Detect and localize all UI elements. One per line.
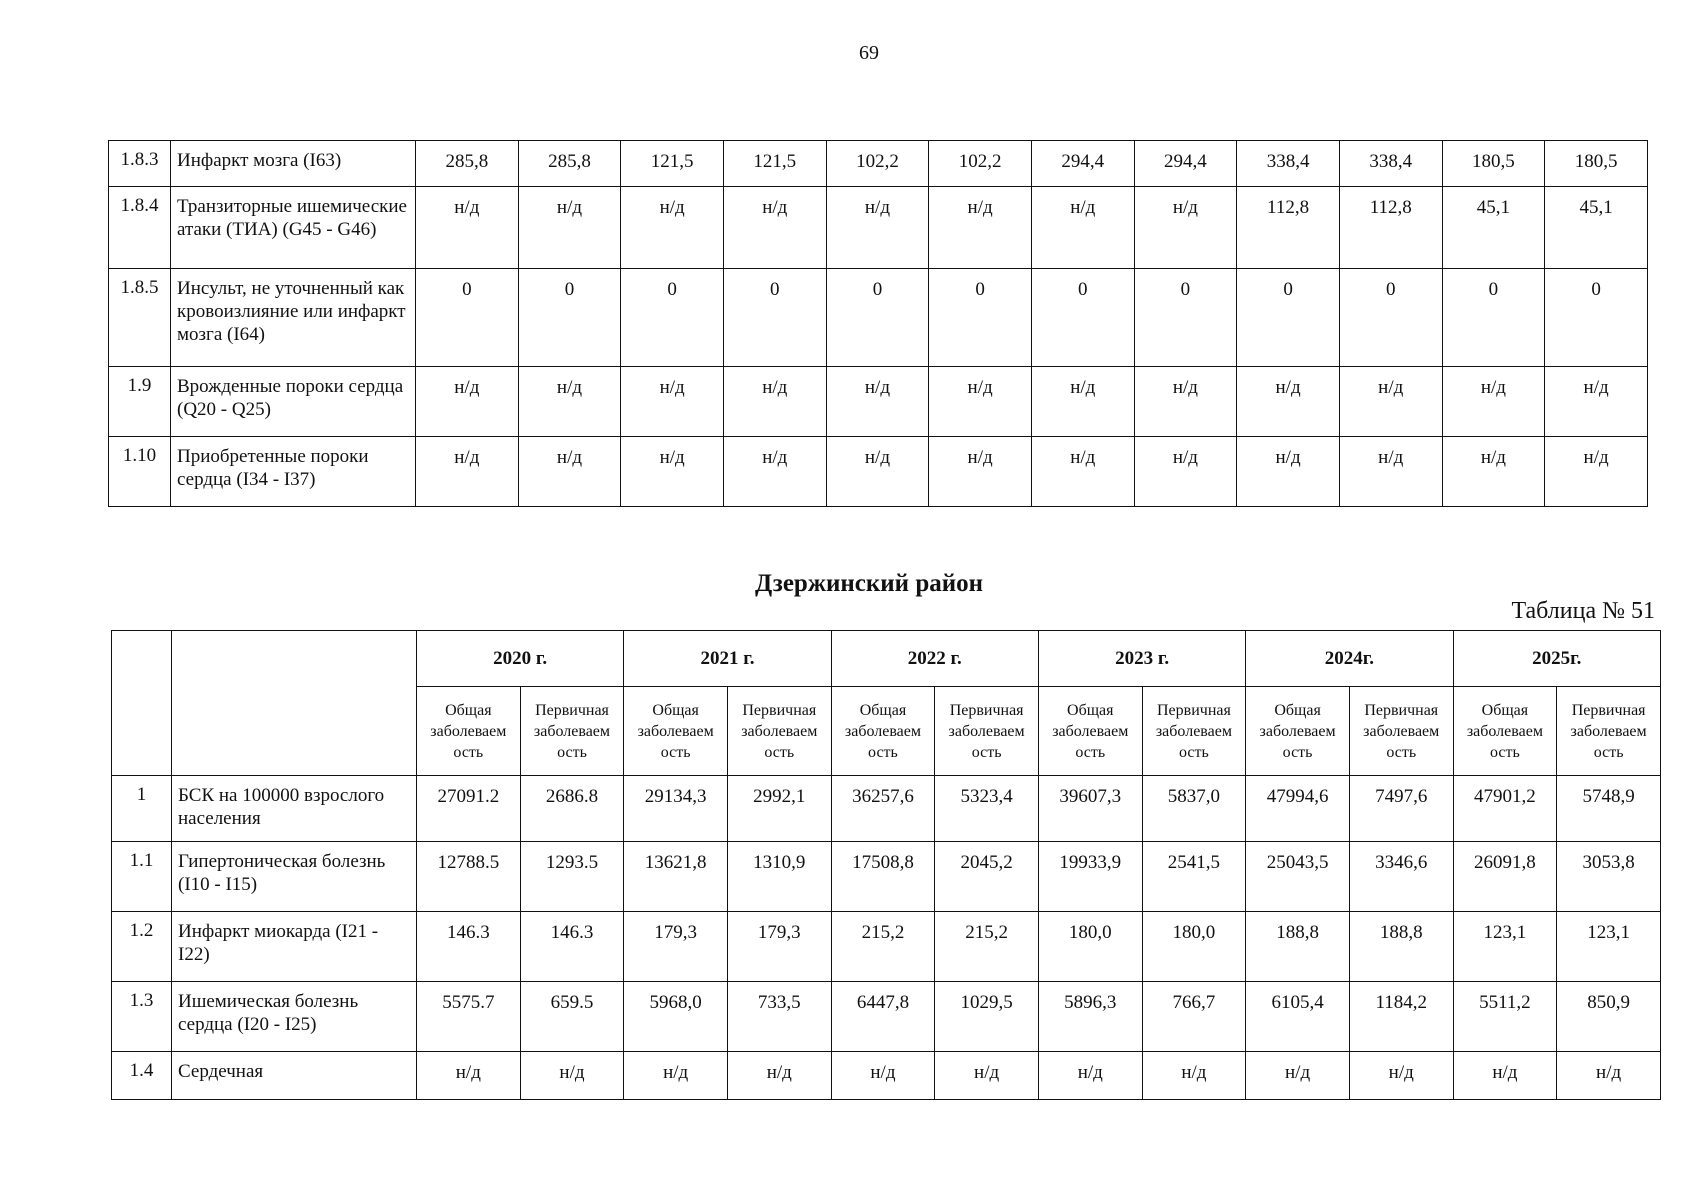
value-cell: н/д — [416, 437, 519, 507]
value-cell: 47901,2 — [1453, 776, 1557, 842]
value-cell: 26091,8 — [1453, 842, 1557, 912]
row-number: 1.2 — [112, 912, 172, 982]
value-cell: 188,8 — [1349, 912, 1453, 982]
value-cell: 0 — [1237, 269, 1340, 367]
value-cell: н/д — [935, 1052, 1039, 1100]
value-cell: 285,8 — [416, 141, 519, 187]
value-cell: н/д — [727, 1052, 831, 1100]
value-cell: 45,1 — [1545, 187, 1648, 269]
value-cell: 733,5 — [727, 982, 831, 1052]
value-cell: 850,9 — [1557, 982, 1661, 1052]
value-cell: 47994,6 — [1246, 776, 1350, 842]
table-row — [112, 842, 1661, 912]
value-cell: н/д — [1545, 437, 1648, 507]
row-number: 1.8.3 — [109, 141, 171, 187]
year-header: 2024г. — [1246, 631, 1453, 687]
value-cell: 112,8 — [1237, 187, 1340, 269]
value-cell: н/д — [929, 367, 1032, 437]
value-cell: н/д — [1134, 437, 1237, 507]
value-cell: н/д — [416, 367, 519, 437]
value-cell: 121,5 — [621, 141, 724, 187]
value-cell: 188,8 — [1246, 912, 1350, 982]
row-name: Инфаркт миокарда (I21 - I22) — [172, 912, 417, 982]
value-cell: н/д — [1545, 367, 1648, 437]
value-cell: 123,1 — [1557, 912, 1661, 982]
primary-incidence-header: Первичная заболеваем ость — [1349, 687, 1453, 776]
value-cell: 659.5 — [520, 982, 624, 1052]
value-cell: 5323,4 — [935, 776, 1039, 842]
value-cell: н/д — [621, 437, 724, 507]
value-cell: 5748,9 — [1557, 776, 1661, 842]
value-cell: 1029,5 — [935, 982, 1039, 1052]
year-header: 2022 г. — [831, 631, 1038, 687]
value-cell: н/д — [624, 1052, 728, 1100]
value-cell: 146.3 — [417, 912, 521, 982]
value-cell: 179,3 — [624, 912, 728, 982]
value-cell: н/д — [831, 1052, 935, 1100]
value-cell: н/д — [929, 437, 1032, 507]
primary-incidence-header: Первичная заболеваем ость — [1557, 687, 1661, 776]
value-cell: н/д — [1038, 1052, 1142, 1100]
corner-cell — [112, 631, 172, 776]
value-cell: 5575.7 — [417, 982, 521, 1052]
table-row — [112, 776, 1661, 842]
primary-incidence-header: Первичная заболеваем ость — [935, 687, 1039, 776]
value-cell: 180,0 — [1142, 912, 1246, 982]
value-cell: 338,4 — [1339, 141, 1442, 187]
table-row — [112, 912, 1661, 982]
value-cell: 45,1 — [1442, 187, 1545, 269]
value-cell: 0 — [1442, 269, 1545, 367]
value-cell: н/д — [518, 437, 621, 507]
value-cell: н/д — [1237, 367, 1340, 437]
row-number: 1.10 — [109, 437, 171, 507]
value-cell: 36257,6 — [831, 776, 935, 842]
row-number: 1.8.5 — [109, 269, 171, 367]
table-row — [109, 141, 1648, 187]
value-cell: н/д — [1031, 187, 1134, 269]
table-row — [109, 187, 1648, 269]
value-cell: 0 — [518, 269, 621, 367]
table-row — [112, 1052, 1661, 1100]
value-cell: н/д — [1339, 367, 1442, 437]
row-number: 1 — [112, 776, 172, 842]
general-incidence-header: Общая заболеваем ость — [1453, 687, 1557, 776]
value-cell: 215,2 — [935, 912, 1039, 982]
value-cell: 17508,8 — [831, 842, 935, 912]
table-row — [112, 982, 1661, 1052]
year-header: 2023 г. — [1038, 631, 1245, 687]
value-cell: 123,1 — [1453, 912, 1557, 982]
value-cell: 5896,3 — [1038, 982, 1142, 1052]
value-cell: 1293.5 — [520, 842, 624, 912]
value-cell: 112,8 — [1339, 187, 1442, 269]
value-cell: н/д — [826, 437, 929, 507]
value-cell: н/д — [1339, 437, 1442, 507]
value-cell: н/д — [417, 1052, 521, 1100]
general-incidence-header: Общая заболеваем ость — [1246, 687, 1350, 776]
row-name: БСК на 100000 взрослого населения — [172, 776, 417, 842]
value-cell: 215,2 — [831, 912, 935, 982]
section-title: Дзержинский район — [754, 570, 984, 597]
value-cell: 180,5 — [1545, 141, 1648, 187]
value-cell: н/д — [723, 367, 826, 437]
value-cell: н/д — [518, 187, 621, 269]
row-number: 1.3 — [112, 982, 172, 1052]
indicator-header-cell — [172, 631, 417, 776]
value-cell: н/д — [1557, 1052, 1661, 1100]
value-cell: 5837,0 — [1142, 776, 1246, 842]
table-row — [109, 269, 1648, 367]
row-number: 1.4 — [112, 1052, 172, 1100]
value-cell: 180,0 — [1038, 912, 1142, 982]
value-cell: 12788.5 — [417, 842, 521, 912]
value-cell: н/д — [826, 367, 929, 437]
row-number: 1.1 — [112, 842, 172, 912]
value-cell: н/д — [1031, 367, 1134, 437]
page-number: 69 — [859, 42, 879, 64]
value-cell: 285,8 — [518, 141, 621, 187]
value-cell: 1184,2 — [1349, 982, 1453, 1052]
value-cell: н/д — [1031, 437, 1134, 507]
district-table — [111, 630, 1661, 1100]
value-cell: 2045,2 — [935, 842, 1039, 912]
value-cell: 13621,8 — [624, 842, 728, 912]
value-cell: 766,7 — [1142, 982, 1246, 1052]
value-cell: 294,4 — [1031, 141, 1134, 187]
value-cell: н/д — [1134, 187, 1237, 269]
value-cell: н/д — [520, 1052, 624, 1100]
value-cell: 179,3 — [727, 912, 831, 982]
value-cell: 146.3 — [520, 912, 624, 982]
table-label: Таблица № 51 — [1511, 598, 1655, 624]
year-header-row — [112, 631, 1661, 687]
value-cell: 1310,9 — [727, 842, 831, 912]
year-header: 2025г. — [1453, 631, 1660, 687]
value-cell: 7497,6 — [1349, 776, 1453, 842]
value-cell: н/д — [1442, 367, 1545, 437]
row-name: Сердечная — [172, 1052, 417, 1100]
value-cell: н/д — [416, 187, 519, 269]
value-cell: н/д — [1349, 1052, 1453, 1100]
table-row — [109, 367, 1648, 437]
table-row — [109, 437, 1648, 507]
value-cell: 27091.2 — [417, 776, 521, 842]
value-cell: 25043,5 — [1246, 842, 1350, 912]
value-cell: н/д — [723, 437, 826, 507]
primary-incidence-header: Первичная заболеваем ость — [1142, 687, 1246, 776]
value-cell: н/д — [1134, 367, 1237, 437]
year-header: 2020 г. — [417, 631, 624, 687]
value-cell: 6105,4 — [1246, 982, 1350, 1052]
value-cell: 0 — [826, 269, 929, 367]
value-cell: н/д — [1453, 1052, 1557, 1100]
value-cell: 29134,3 — [624, 776, 728, 842]
value-cell: н/д — [621, 187, 724, 269]
value-cell: 6447,8 — [831, 982, 935, 1052]
value-cell: 0 — [929, 269, 1032, 367]
row-name: Гипертоническая болезнь (I10 - I15) — [172, 842, 417, 912]
value-cell: 39607,3 — [1038, 776, 1142, 842]
row-name: Ишемическая болезнь сердца (I20 - I25) — [172, 982, 417, 1052]
value-cell: 0 — [1339, 269, 1442, 367]
value-cell: 5968,0 — [624, 982, 728, 1052]
row-name: Инфаркт мозга (I63) — [171, 141, 416, 187]
value-cell: н/д — [1142, 1052, 1246, 1100]
value-cell: 2992,1 — [727, 776, 831, 842]
row-name: Транзиторные ишемические атаки (ТИА) (G45 - G46) — [171, 187, 416, 269]
primary-incidence-header: Первичная заболеваем ость — [520, 687, 624, 776]
general-incidence-header: Общая заболеваем ость — [1038, 687, 1142, 776]
value-cell: н/д — [1246, 1052, 1350, 1100]
value-cell: н/д — [1237, 437, 1340, 507]
general-incidence-header: Общая заболеваем ость — [417, 687, 521, 776]
row-name: Врожденные пороки сердца (Q20 - Q25) — [171, 367, 416, 437]
value-cell: 0 — [723, 269, 826, 367]
value-cell: 0 — [1134, 269, 1237, 367]
value-cell: 294,4 — [1134, 141, 1237, 187]
value-cell: н/д — [1442, 437, 1545, 507]
value-cell: 0 — [621, 269, 724, 367]
continuation-table — [108, 140, 1648, 507]
value-cell: н/д — [518, 367, 621, 437]
row-name: Инсульт, не уточненный как кровоизлияние или инфаркт мозга (I64) — [171, 269, 416, 367]
value-cell: 0 — [416, 269, 519, 367]
value-cell: 0 — [1545, 269, 1648, 367]
primary-incidence-header: Первичная заболеваем ость — [727, 687, 831, 776]
value-cell: 5511,2 — [1453, 982, 1557, 1052]
value-cell: н/д — [929, 187, 1032, 269]
row-number: 1.8.4 — [109, 187, 171, 269]
value-cell: 0 — [1031, 269, 1134, 367]
value-cell: 3053,8 — [1557, 842, 1661, 912]
general-incidence-header: Общая заболеваем ость — [624, 687, 728, 776]
value-cell: н/д — [621, 367, 724, 437]
value-cell: н/д — [826, 187, 929, 269]
value-cell: 19933,9 — [1038, 842, 1142, 912]
value-cell: 338,4 — [1237, 141, 1340, 187]
value-cell: 102,2 — [929, 141, 1032, 187]
value-cell: 2686.8 — [520, 776, 624, 842]
value-cell: н/д — [723, 187, 826, 269]
row-name: Приобретенные пороки сердца (I34 - I37) — [171, 437, 416, 507]
row-number: 1.9 — [109, 367, 171, 437]
value-cell: 180,5 — [1442, 141, 1545, 187]
general-incidence-header: Общая заболеваем ость — [831, 687, 935, 776]
value-cell: 121,5 — [723, 141, 826, 187]
value-cell: 102,2 — [826, 141, 929, 187]
year-header: 2021 г. — [624, 631, 831, 687]
value-cell: 2541,5 — [1142, 842, 1246, 912]
value-cell: 3346,6 — [1349, 842, 1453, 912]
